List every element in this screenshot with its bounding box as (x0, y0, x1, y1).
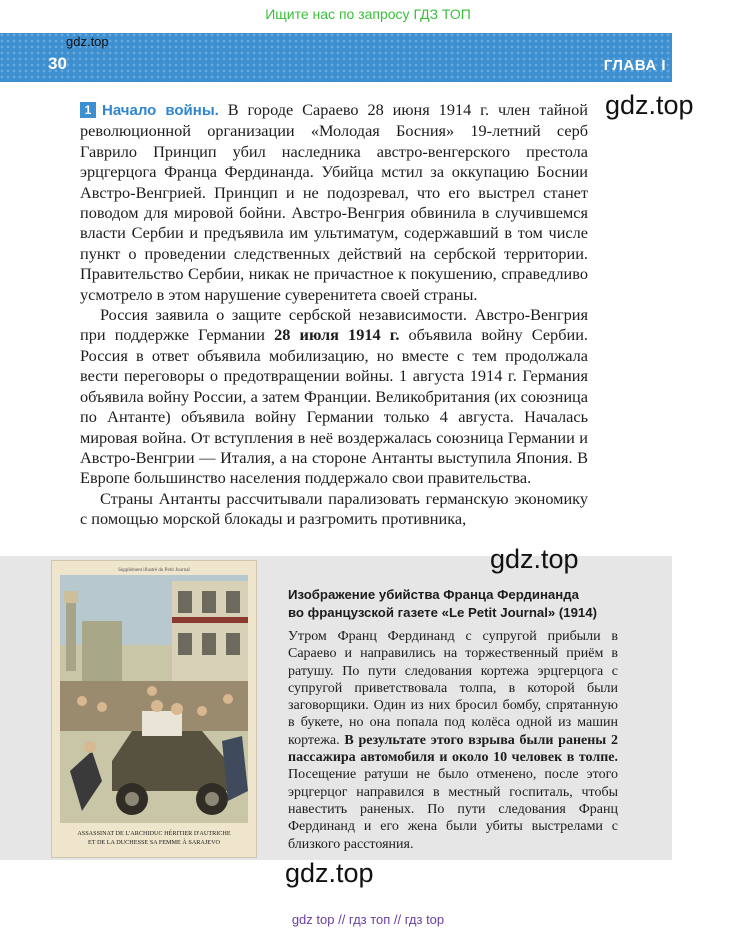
assassination-illustration-icon (52, 561, 256, 857)
paragraph-2 (80, 305, 588, 489)
main-text (80, 100, 588, 530)
newspaper-header-text: Supplément illustré du Petit Journal (118, 568, 190, 573)
figure-caption-title (288, 586, 623, 622)
watermark-large-2: gdz.top (490, 544, 579, 574)
paragraph-1-text: В городе Сараево 28 июня 1914 г. член тайной революционной организации «Молодая Босния» 19-летний серб Гаврило Принцип убил наследника австро-венгерского престола эрцгерцога Франца Фердинанда. Убийца мстил за оккупацию Боснии Австро-Венгрией. Принцип и не подозревал, что его выстрел станет поводом для мировой бойни. Австро-Венгрия обвинила в случившемся власти Сербии и предъявила им ультиматум, содержавший в том числе пункт о проведении следственных действий на сербской территории. Правительство Сербии, никак не причастное к покушению, справедливо усмотрело в этом нарушение суверенитета своей страны. (80, 100, 588, 304)
paragraph-1 (80, 100, 588, 305)
paragraph-3: Страны Антанты рассчитывали парализовать германскую экономику с помощью морской блокады и разгромить противника, (80, 488, 588, 529)
paragraph-2-text-a: Россия заявила о защите сербской независимости. Австро-Венгрия при поддержке Германии (80, 305, 588, 345)
page-number: 30 (48, 54, 67, 73)
paragraph-2-text-b: объявила войну Сербии. Россия в ответ объявила мобилизацию, но вместе с тем продолжала вести переговоры о предотвращении войны. 1 августа 1914 г. Германия объявила войну России, а затем Франции. Великобритания (их союзница по Антанте) объявила войну Германии только 4 августа. Началась мировая война. От вступления в неё воздержалась союзница Германии и Австро-Венгрии — Италия, а на стороне Антанты выступила Япония. В Европе большинство населения поддержало свои правительства. (80, 325, 588, 488)
image-caption-line-2: ET DE LA DUCHESSE SA FEMME À SARAJEVO (87, 839, 221, 846)
newspaper-illustration (51, 560, 257, 858)
section-number-badge: 1 (80, 102, 96, 118)
caption-title-line-2: во французской газете «Le Petit Journal» (1914) (288, 605, 597, 620)
section-title: Начало войны. (102, 102, 219, 119)
figure-caption-body (288, 628, 618, 853)
caption-body-bold: В результате этого взрыва были ранены 2 пассажира автомобиля и около 10 человек в толпе. (288, 732, 619, 766)
bottom-links[interactable]: gdz top // гдз топ // гдз top (291, 912, 445, 927)
caption-body-b: Посещение ратуши не было отменено, после этого эрцгерцог направился в местный госпиталь, чтобы навестить раненых. По пути следования Франц Фердинанд и его жена были убиты выстрелами с близкого расстояния. (288, 767, 618, 852)
image-caption-line-1: ASSASSINAT DE L'ARCHIDUC HÉRITIER D'AUTRICHE (77, 830, 231, 837)
watermark-large-3: gdz.top (285, 858, 374, 888)
caption-title-line-1: Изображение убийства Франца Фердинанда (288, 587, 579, 602)
watermark-small: gdz.top (66, 34, 109, 49)
war-date-bold: 28 июля 1914 г. (274, 325, 400, 345)
chapter-label: ГЛАВА I (603, 57, 666, 74)
watermark-large-1: gdz.top (605, 90, 694, 120)
top-search-banner[interactable]: Ищите нас по запросу ГДЗ ТОП (265, 6, 471, 22)
caption-body-a: Утром Франц Фердинанд с супругой прибыли в Сараево и направились на торжественный приём в ратушу. По пути следования кортежа эрцгерцога с супругой приветствовала толпа, в которой были заговорщики. Один из них бросил бомбу, спрятанную в букете, но она попала под колёса одной из машин кортежа. (288, 629, 618, 748)
